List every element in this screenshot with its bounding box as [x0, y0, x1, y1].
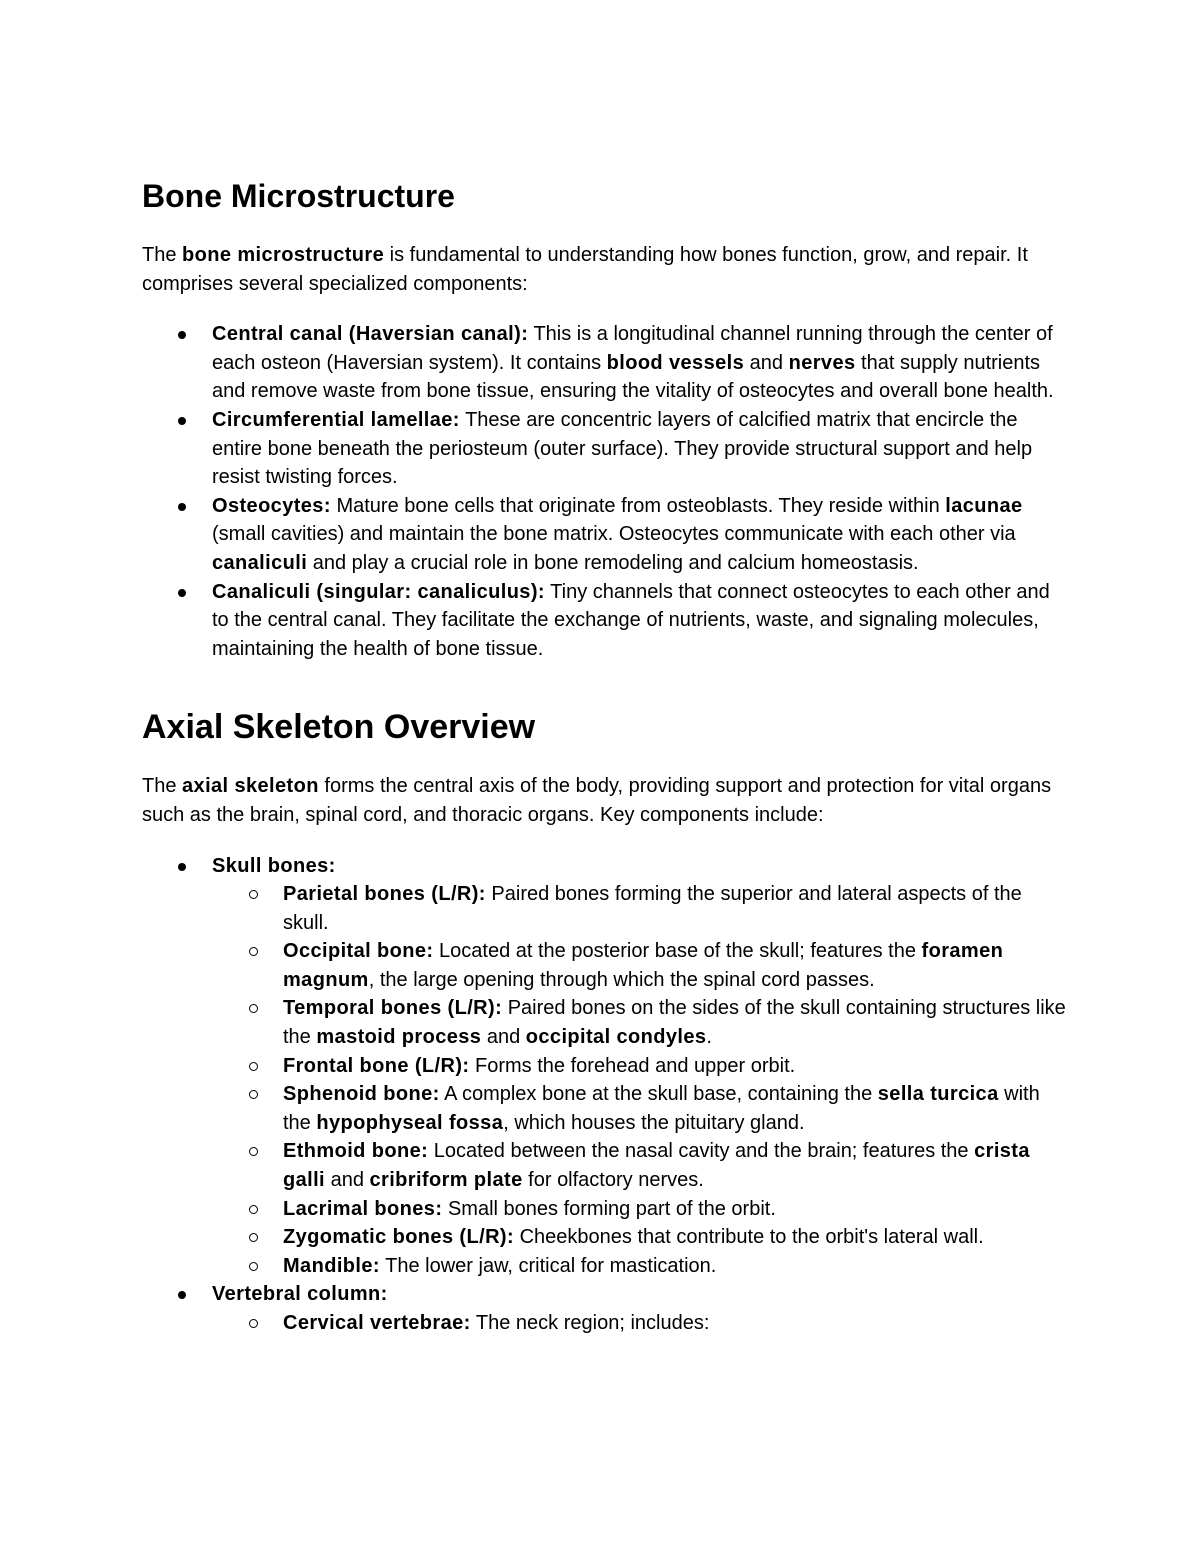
- text-run: .: [706, 1026, 712, 1049]
- bullet-icon: [178, 417, 186, 425]
- text-run: These are concentric layers of calcified matrix that encircle the entire bone beneath the periosteum (outer surface). They provide structural support and help resist twisting forces.: [212, 408, 1033, 489]
- bold-term: Temporal bones (L/R):: [283, 997, 503, 1020]
- sub-list-item-text: [283, 1083, 1040, 1134]
- text-run: Forms the forehead and upper orbit.: [469, 1054, 796, 1077]
- bullet-icon: [178, 589, 186, 597]
- bold-term: Ethmoid bone:: [283, 1140, 429, 1163]
- hollow-bullet-icon: [249, 1233, 258, 1242]
- hollow-bullet-icon: [249, 1062, 258, 1071]
- bold-term: Parietal bones (L/R):: [283, 883, 486, 906]
- hollow-bullet-icon: [249, 1090, 258, 1099]
- text-run: and: [744, 351, 789, 374]
- bold-term: Zygomatic bones (L/R):: [283, 1226, 515, 1249]
- sub-list-item-text: [283, 1226, 984, 1248]
- hollow-bullet-icon: [249, 947, 258, 956]
- sub-list-item-text: [283, 1055, 795, 1077]
- list-item: [142, 578, 1067, 664]
- sub-list-item: [212, 1052, 1067, 1081]
- bold-term: hypophyseal fossa: [316, 1111, 504, 1134]
- list-item-text: [212, 409, 1032, 488]
- text-run: Paired bones forming the superior and lateral aspects of the skull.: [283, 883, 1022, 934]
- hollow-bullet-icon: [249, 1004, 258, 1013]
- bold-term: Skull bones:: [212, 854, 336, 877]
- list-item: [142, 852, 1067, 1281]
- bold-term: Lacrimal bones:: [283, 1197, 443, 1220]
- bold-term: canaliculi: [212, 551, 308, 574]
- text-run: This is a longitudinal channel running through the center of each osteon (Haversian system). It contains: [212, 323, 1053, 374]
- bold-term: Central canal (Haversian canal):: [212, 323, 529, 346]
- text-run: is fundamental to understanding how bones function, grow, and repair. It comprises several specialized components:: [142, 244, 1028, 295]
- list-item-text: [212, 855, 336, 877]
- sub-list-item: [212, 1252, 1067, 1281]
- sub-list-item-text: [283, 1198, 776, 1220]
- section-intro: [142, 772, 1067, 829]
- list-item: [142, 492, 1067, 578]
- text-run: (small cavities) and maintain the bone matrix. Osteocytes communicate with each other via: [212, 523, 1016, 546]
- bold-term: sella turcica: [877, 1083, 999, 1106]
- text-run: Paired bones on the sides of the skull containing structures like the: [283, 997, 1066, 1049]
- bold-term: Vertebral column:: [212, 1283, 388, 1306]
- sub-list-item-text: [283, 1312, 709, 1334]
- text-run: A complex bone at the skull base, containing the: [439, 1083, 878, 1106]
- bold-term: Mandible:: [283, 1254, 380, 1277]
- text-run: Tiny channels that connect osteocytes to each other and to the central canal. They facilitate the exchange of nutrients, waste, and signaling molecules, maintaining the health of bone tissue.: [212, 580, 1050, 660]
- text-run: , the large opening through which the spinal cord passes.: [368, 968, 875, 991]
- bold-term: blood vessels: [606, 351, 745, 374]
- list-item-text: [212, 495, 1023, 574]
- text-run: The: [142, 775, 183, 798]
- bold-term: occipital condyles: [525, 1026, 707, 1049]
- sub-list-item: [212, 880, 1067, 937]
- bold-term: Cervical vertebrae:: [283, 1312, 471, 1334]
- hollow-bullet-icon: [249, 1262, 258, 1271]
- text-run: The neck region; includes:: [470, 1312, 710, 1334]
- text-run: and play a crucial role in bone remodeling and calcium homeostasis.: [307, 551, 919, 574]
- list-item: [142, 1280, 1067, 1337]
- text-run: Cheekbones that contribute to the orbit's lateral wall.: [514, 1226, 984, 1249]
- hollow-bullet-icon: [249, 1319, 258, 1328]
- bullet-icon: [178, 503, 186, 511]
- text-run: Mature bone cells that originate from osteoblasts. They reside within: [330, 494, 946, 517]
- text-run: that supply nutrients and remove waste from bone tissue, ensuring the vitality of osteocytes and overall bone health.: [212, 351, 1054, 403]
- bullet-icon: [178, 1291, 186, 1299]
- list-item-text: [212, 581, 1050, 660]
- bold-term: mastoid process: [316, 1026, 482, 1049]
- bold-term: Frontal bone (L/R):: [283, 1054, 470, 1077]
- text-run: The: [142, 244, 183, 266]
- sub-list-item: [212, 1080, 1067, 1137]
- list-item: [142, 406, 1067, 492]
- sub-list-item: [212, 1195, 1067, 1224]
- list-item-text: [212, 323, 1054, 402]
- hollow-bullet-icon: [249, 1205, 258, 1214]
- section-intro: [142, 241, 1067, 298]
- bold-term: lacunae: [945, 494, 1023, 517]
- text-run: Small bones forming part of the orbit.: [442, 1197, 776, 1220]
- bold-term: Occipital bone:: [283, 940, 434, 963]
- sub-list-item-text: [283, 940, 1003, 991]
- bold-term: Sphenoid bone:: [283, 1083, 440, 1106]
- document-page: [142, 174, 1067, 1338]
- bullet-list: [142, 852, 1067, 1338]
- sub-list-item-text: [283, 1255, 716, 1277]
- sub-list-item: [212, 994, 1067, 1051]
- section-heading: Bone Microstructure: [142, 178, 455, 214]
- sub-list-item-text: [283, 1140, 1030, 1191]
- sub-bullet-list: [212, 880, 1067, 1280]
- text-run: for olfactory nerves.: [522, 1169, 704, 1192]
- sub-list-item-text: [283, 997, 1066, 1048]
- list-item: [142, 320, 1067, 406]
- section-heading: Axial Skeleton Overview: [142, 708, 536, 747]
- bold-term: cribriform plate: [369, 1169, 523, 1192]
- bold-term: foramen magnum: [283, 940, 1004, 991]
- bold-term: bone microstructure: [182, 244, 385, 266]
- sub-list-item: [212, 1223, 1067, 1252]
- bold-term: nerves: [788, 351, 856, 374]
- bold-term: axial skeleton: [182, 775, 319, 798]
- text-run: , which houses the pituitary gland.: [503, 1111, 805, 1134]
- bold-term: Canaliculi (singular: canaliculus):: [212, 580, 545, 603]
- bold-term: Circumferential lamellae:: [212, 408, 460, 431]
- text-run: with the: [283, 1083, 1040, 1134]
- bullet-list: [142, 320, 1067, 663]
- text-run: Located at the posterior base of the skull; features the: [433, 940, 922, 963]
- text-run: Located between the nasal cavity and the brain; features the: [428, 1140, 975, 1163]
- bullet-icon: [178, 863, 186, 871]
- hollow-bullet-icon: [249, 1147, 258, 1156]
- text-run: The lower jaw, critical for mastication.: [379, 1254, 717, 1277]
- text-run: forms the central axis of the body, providing support and protection for vital organs such as the brain, spinal cord, and thoracic organs. Key components include:: [142, 775, 1052, 826]
- text-run: and: [325, 1169, 370, 1192]
- sub-bullet-list: [212, 1309, 1067, 1338]
- sub-list-item: [212, 1309, 1067, 1338]
- bold-term: crista galli: [283, 1140, 1030, 1192]
- sub-list-item: [212, 1137, 1067, 1194]
- bullet-icon: [178, 331, 186, 339]
- list-item-text: [212, 1283, 388, 1305]
- bold-term: Osteocytes:: [212, 494, 331, 517]
- sub-list-item: [212, 937, 1067, 994]
- text-run: and: [481, 1026, 526, 1049]
- sub-list-item-text: [283, 883, 1022, 934]
- hollow-bullet-icon: [249, 890, 258, 899]
